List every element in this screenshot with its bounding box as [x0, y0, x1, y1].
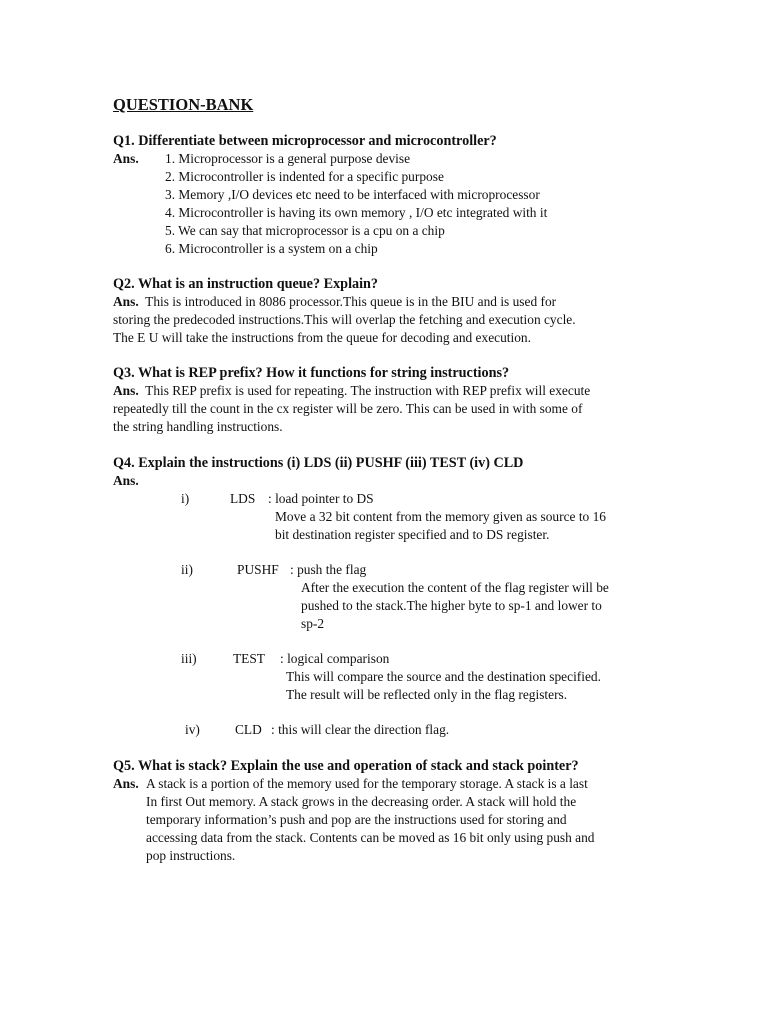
q2-ans-label: Ans.	[113, 294, 139, 309]
q5-ans-label: Ans.	[113, 776, 139, 791]
q5-heading: Q5. What is stack? Explain the use and operation of stack and stack pointer?	[113, 758, 579, 774]
q2-answer-line	[113, 293, 556, 311]
q4-item-desc: : this will clear the direction flag.	[271, 722, 450, 737]
q3-line-text: This REP prefix is used for repeating. The instruction with REP prefix will execute	[145, 383, 591, 398]
q2-line: The E U will take the instructions from the queue for decoding and execution.	[113, 330, 531, 345]
q3-line: the string handling instructions.	[113, 419, 283, 434]
q4-item-desc: : logical comparison	[280, 651, 390, 666]
q4-item-detail: The result will be reflected only in the flag registers.	[286, 687, 568, 702]
q3-heading: Q3. What is REP prefix? How it functions for string instructions?	[113, 365, 510, 381]
q5-line: temporary information’s push and pop are the instructions used for storing and	[146, 812, 567, 827]
q4-item-mnemonic: LDS	[230, 491, 256, 506]
q4-heading: Q4. Explain the instructions (i) LDS (ii) PUSHF (iii) TEST (iv) CLD	[113, 455, 524, 471]
q4-item-detail: After the execution the content of the flag register will be	[301, 580, 609, 595]
q5-line: A stack is a portion of the memory used for the temporary storage. A stack is a last	[146, 776, 588, 791]
q4-item-mnemonic: TEST	[233, 651, 265, 666]
q2-line-text: This is introduced in 8086 processor.This queue is in the BIU and is used for	[145, 294, 557, 309]
q5-line: accessing data from the stack. Contents can be moved as 16 bit only using push and	[146, 830, 595, 845]
q4-item-num: iv)	[185, 722, 200, 737]
q4-item-num: ii)	[181, 562, 193, 577]
q3-ans-label: Ans.	[113, 383, 139, 398]
q4-item-num: i)	[181, 491, 190, 506]
q1-item: 5. We can say that microprocessor is a cpu on a chip	[165, 223, 445, 238]
q4-item-detail: Move a 32 bit content from the memory given as source to 16	[275, 509, 606, 524]
q4-item-detail: bit destination register specified and to DS register.	[275, 527, 550, 542]
q1-item: 4. Microcontroller is having its own memory , I/O etc integrated with it	[165, 205, 548, 220]
q3-answer-line	[113, 382, 590, 400]
q1-item: 1. Microprocessor is a general purpose devise	[165, 151, 411, 166]
q3-line: repeatedly till the count in the cx register will be zero. This can be used in with some of	[113, 401, 583, 416]
q4-item-desc: : load pointer to DS	[268, 491, 374, 506]
q5-line: In first Out memory. A stack grows in the decreasing order. A stack will hold the	[146, 794, 577, 809]
q5-line: pop instructions.	[146, 848, 236, 863]
q4-ans-label: Ans.	[113, 473, 139, 488]
q1-ans-label: Ans.	[113, 151, 139, 166]
q4-item-mnemonic: PUSHF	[237, 562, 279, 577]
page-title: QUESTION-BANK	[113, 95, 254, 114]
q1-heading: Q1. Differentiate between microprocessor and microcontroller?	[113, 133, 497, 149]
q4-item-detail: pushed to the stack.The higher byte to sp-1 and lower to	[301, 598, 602, 613]
q1-item: 6. Microcontroller is a system on a chip	[165, 241, 378, 256]
q1-item: 2. Microcontroller is indented for a specific purpose	[165, 169, 444, 184]
q4-item-desc: : push the flag	[290, 562, 367, 577]
q2-line: storing the predecoded instructions.This will overlap the fetching and execution cycle.	[113, 312, 576, 327]
q1-item: 3. Memory ,I/O devices etc need to be interfaced with microprocessor	[165, 187, 540, 202]
q2-heading: Q2. What is an instruction queue? Explain?	[113, 276, 379, 292]
q4-item-detail: sp-2	[301, 616, 325, 631]
q4-item-mnemonic: CLD	[235, 722, 262, 737]
q4-item-detail: This will compare the source and the destination specified.	[286, 669, 601, 684]
q4-item-num: iii)	[181, 651, 197, 666]
